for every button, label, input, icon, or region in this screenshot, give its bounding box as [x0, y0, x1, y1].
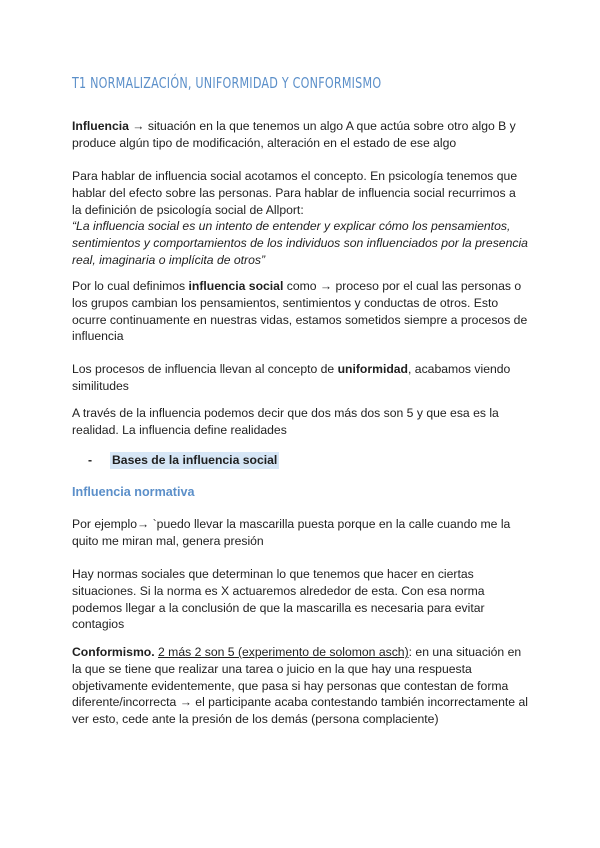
term-conformismo: Conformismo.: [72, 645, 155, 659]
text-span: , acabamos viendo similitudes: [72, 362, 511, 393]
allport-paragraph: [72, 168, 528, 269]
text-span: : en una situación en la que se tiene que realizar una tarea o juicio en la que hay una respuesta objetivamente evidentemente, que pasa si hay personas que contestan de forma diferente/incorrecta → el participante acaba contestando también incorrectamente al ver esto, cede ante la presión de los demás (persona complaciente): [72, 645, 528, 727]
page-title: T1 NORMALIZACIÓN, UNIFORMIDAD Y CONFORMISMO: [72, 74, 382, 92]
bullet-item: [88, 452, 279, 469]
text-span: Por lo cual definimos: [72, 279, 189, 293]
asch-reference: 2 más 2 son 5 (experimento de solomon asch): [158, 645, 409, 659]
normas-paragraph: Hay normas sociales que determinan lo que tenemos que hacer en ciertas situaciones. Si la norma es X actuaremos alrededor de esta. Con esa norma podemos llegar a la conclusión de que la mascarilla es necesaria para evitar contagios: [72, 567, 485, 632]
influencia-definition: [72, 118, 528, 152]
influencia-social-definition: [72, 278, 528, 345]
definition-text: situación en la que tenemos un algo A que actúa sobre otro algo B y produce algún tipo de modificación, alteración en el estado de ese algo: [72, 119, 516, 150]
realidad-paragraph: A través de la influencia podemos decir que dos más dos son 5 y que esa es la realidad. La influencia define realidades: [72, 406, 499, 437]
section-subheading: Influencia normativa: [72, 485, 195, 499]
arrow: →: [128, 119, 148, 133]
example-paragraph: Por ejemplo→ `puedo llevar la mascarilla puesta porque en la calle cuando me la quito me miran mal, genera presión: [72, 517, 511, 548]
term-influencia-social: influencia social: [188, 279, 284, 293]
text-span: como → proceso por el cual las personas o los grupos cambian los pensamientos, sentimientos y conductas de otros. Esto ocurre continuamente en nuestras vidas, estamos sometidos siempre a procesos de influencia: [72, 279, 528, 344]
term-uniformidad: uniformidad: [337, 362, 409, 376]
allport-quote: “La influencia social es un intento de entender y explicar cómo los pensamientos, sentimientos y comportamientos de los individuos son influenciados por la presencia real, imaginaria o implícita de otros”: [72, 219, 528, 267]
allport-intro: Para hablar de influencia social acotamos el concepto. En psicología tenemos que hablar del efecto sobre las personas. Para hablar de influencia social recurrimos a la definición de psicología social de Allport:: [72, 169, 518, 217]
uniformidad-paragraph: [72, 361, 528, 395]
conformismo-paragraph: [72, 644, 528, 728]
term-influencia: Influencia: [72, 119, 129, 133]
bullet-dash: -: [88, 453, 93, 467]
text-span: Los procesos de influencia llevan al concepto de: [72, 362, 338, 376]
bullet-heading: Bases de la influencia social: [112, 453, 278, 467]
